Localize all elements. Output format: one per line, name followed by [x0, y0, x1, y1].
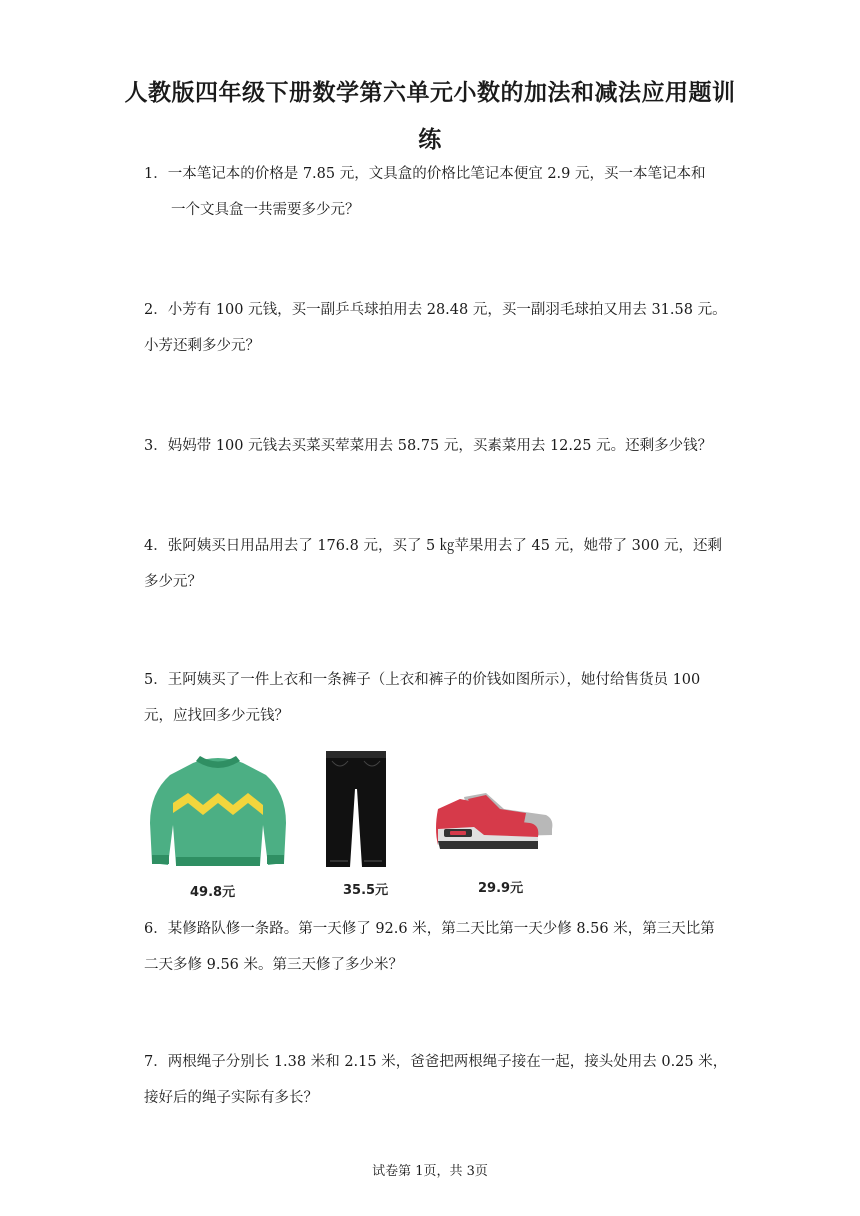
- pants-icon: [324, 749, 388, 871]
- question-text: 小芳还剩多少元？: [144, 338, 260, 354]
- page-title-line-2: 练: [418, 127, 442, 153]
- question-1: [144, 156, 724, 228]
- pants-price: 35.5元: [343, 883, 389, 898]
- question-6: [144, 911, 724, 983]
- sneakers-icon: [434, 789, 556, 855]
- question-text: 2．小芳有 100 元钱，买一副乒乓球拍用去 28.48 元，买一副羽毛球拍又用去 31.58 元。: [144, 302, 727, 318]
- question-4: [144, 528, 724, 600]
- question-text: 5．王阿姨买了一件上衣和一条裤子（上衣和裤子的价钱如图所示），她付给售货员 100: [144, 672, 701, 688]
- question-text: 多少元？: [144, 574, 202, 590]
- question-text: 7．两根绳子分别长 1.38 米和 2.15 米，爸爸把两根绳子接在一起，接头处用去 0.25 米，: [144, 1054, 728, 1070]
- question-text: 二天多修 9.56 米。第三天修了多少米？: [144, 957, 404, 973]
- question-text: 一个文具盒一共需要多少元？: [171, 202, 360, 218]
- page-footer: 试卷第 1页，共 3页: [372, 1164, 488, 1179]
- sweater-price: 49.8元: [190, 885, 236, 900]
- question-text: 1．一本笔记本的价格是 7.85 元，文具盒的价格比笔记本便宜 2.9 元，买一本笔记本和: [144, 166, 706, 182]
- question-text: 6．某修路队修一条路。第一天修了 92.6 米，第二天比第一天少修 8.56 米，第三天比第: [144, 921, 715, 937]
- question-5: [144, 662, 724, 734]
- question-text: 接好后的绳子实际有多长？: [144, 1090, 318, 1106]
- question-text: 4．张阿姨买日用品用去了 176.8 元，买了 5 ㎏苹果用去了 45 元，她带了 300 元，还剩: [144, 538, 722, 554]
- page-title-line-1: 人教版四年级下册数学第六单元小数的加法和减法应用题训: [124, 80, 736, 106]
- sweater-icon: [148, 753, 288, 875]
- question-text: 3．妈妈带 100 元钱去买菜买荤菜用去 58.75 元，买素菜用去 12.25 元。还剩多少钱？: [144, 438, 713, 454]
- question-7: [144, 1044, 728, 1116]
- question-2: [144, 292, 727, 364]
- question-text: 元，应找回多少元钱？: [144, 708, 289, 724]
- question-3: [144, 428, 724, 464]
- clothing-figures: [144, 745, 584, 905]
- shoes-price: 29.9元: [478, 881, 524, 896]
